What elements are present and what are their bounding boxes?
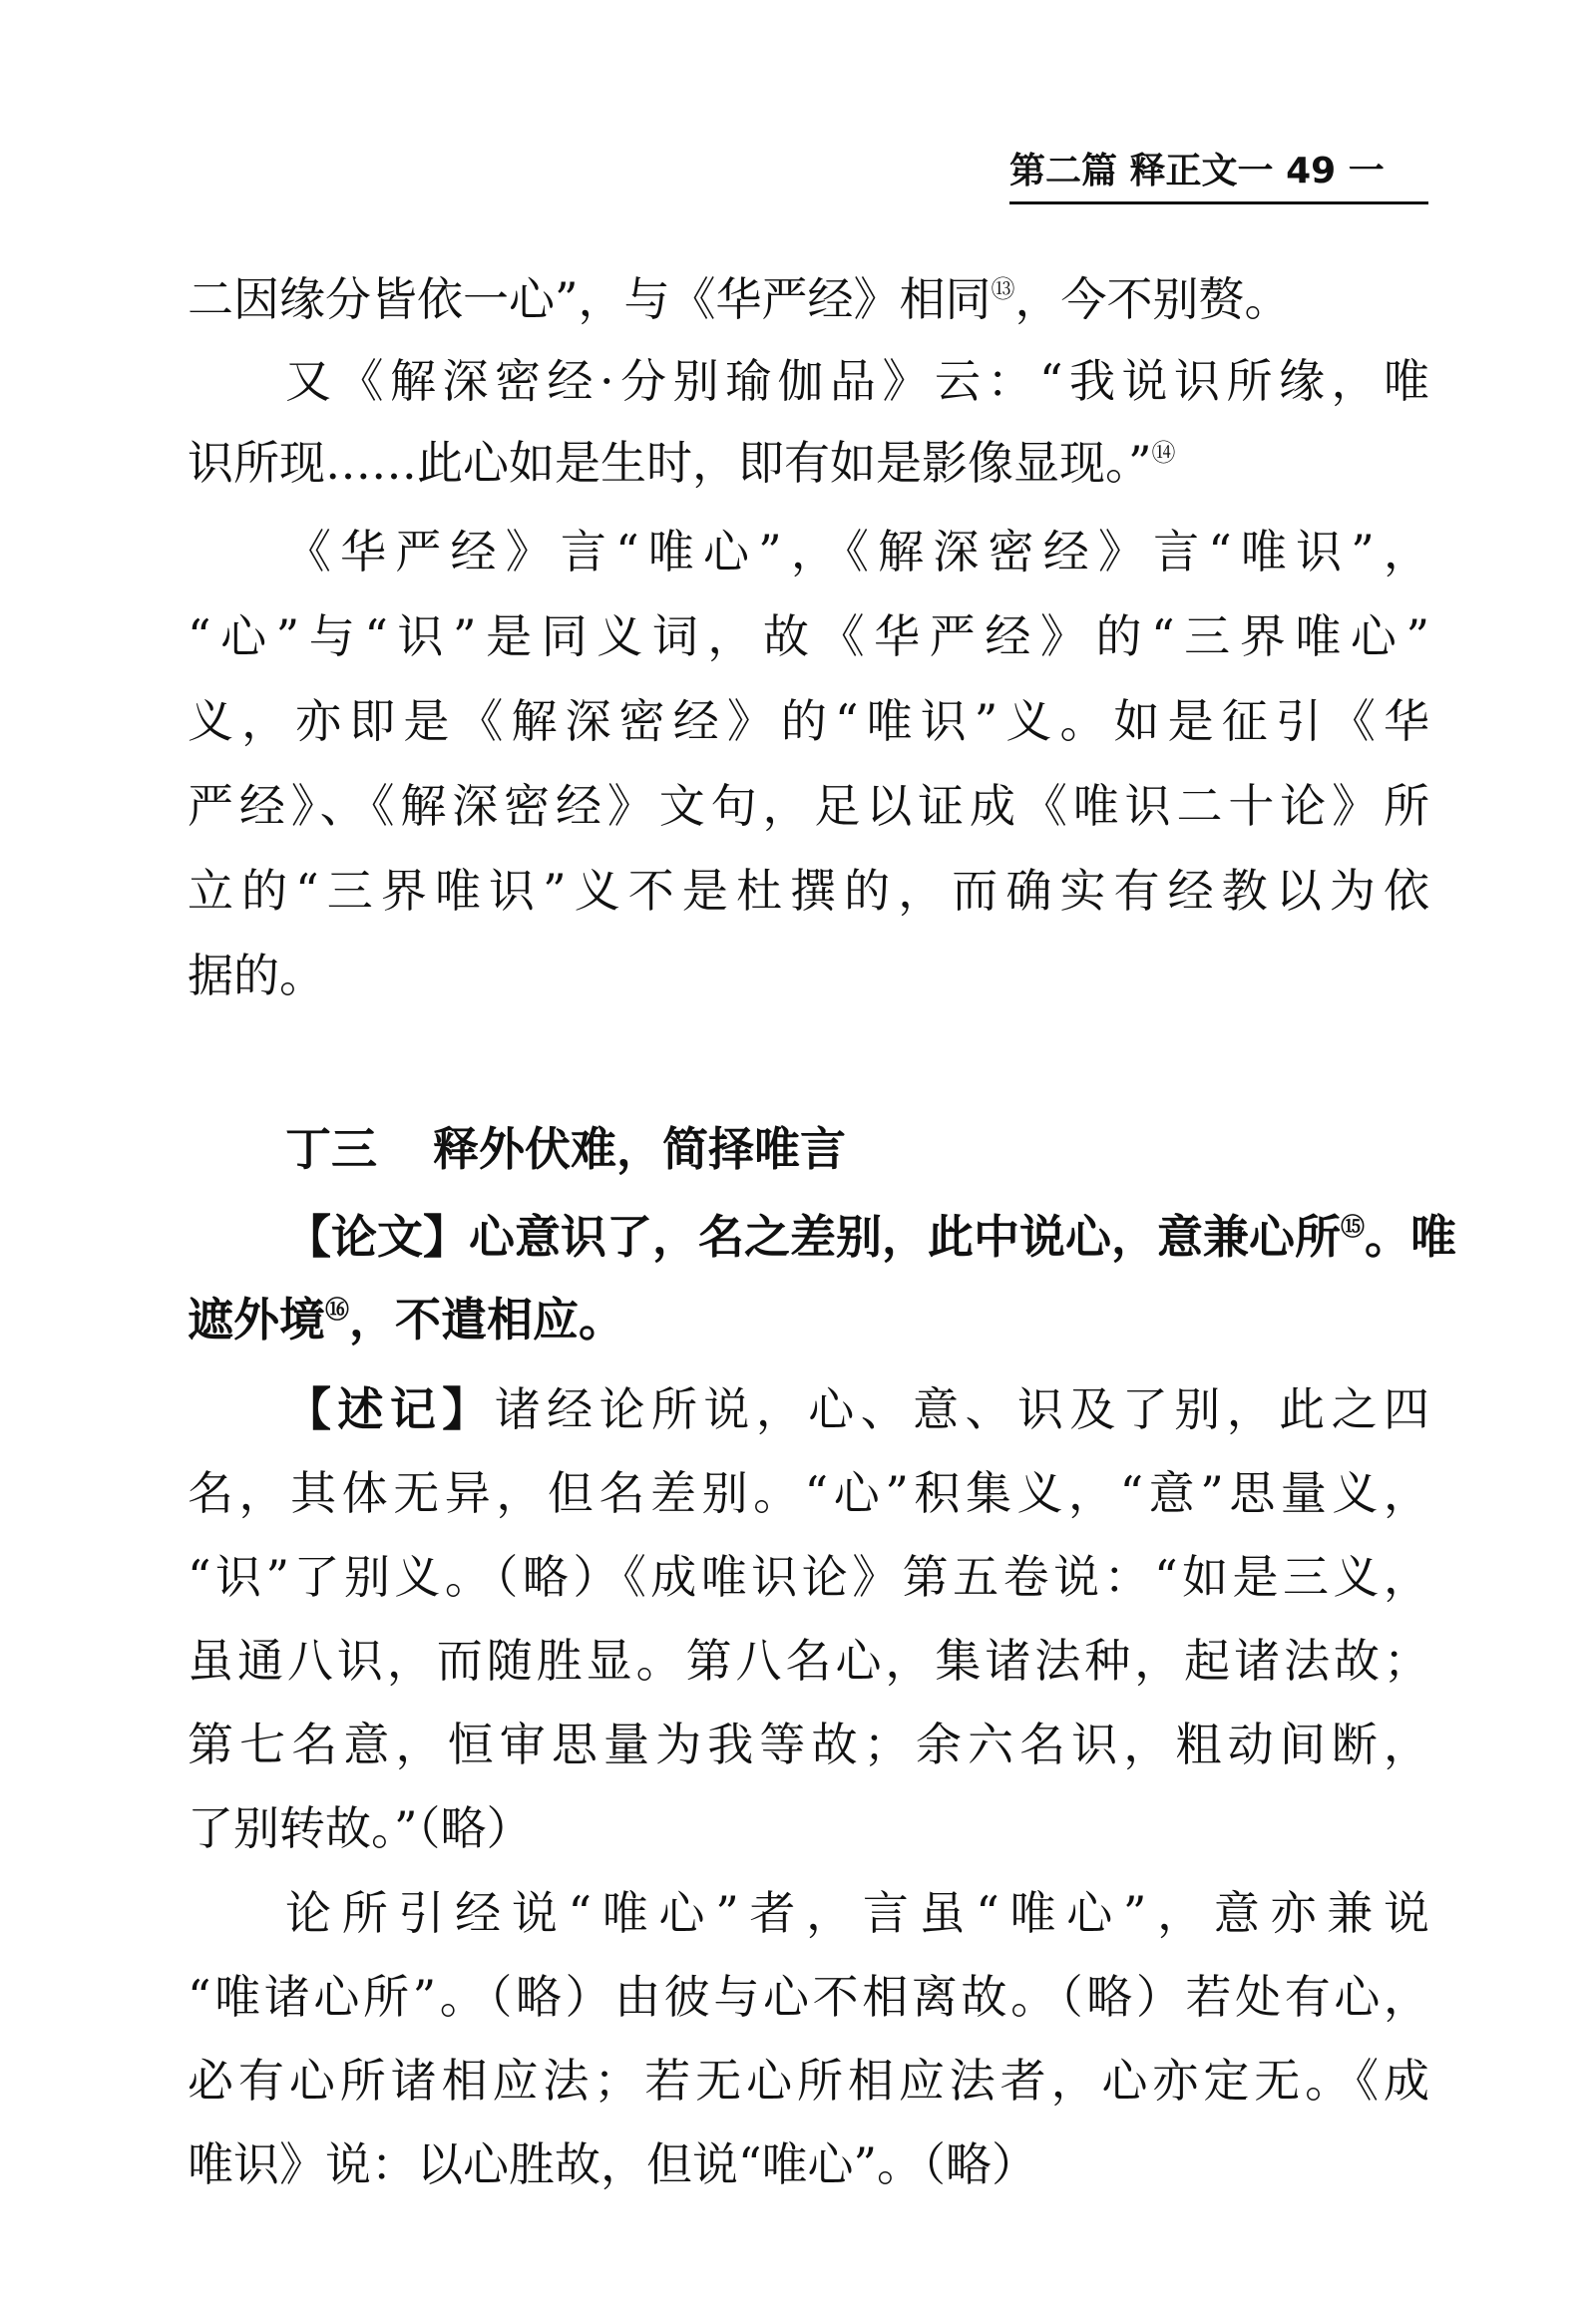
text-segment: ，不遣相应。 — [349, 1293, 624, 1347]
text-line: “唯诸心所”。（略）由彼与心不相离故。（略）若处有心， — [188, 1970, 1429, 2024]
text-line: 必有心所诸相应法；若无心所相应法者，心亦定无。《成 — [188, 2054, 1429, 2108]
label-tag: 【论文】 — [285, 1210, 469, 1264]
text-line: 名，其体无异，但名差别。“心”积集义，“意”思量义， — [188, 1466, 1429, 1520]
text-line: 《华严经》言“唯心”，《解深密经》言“唯识”， — [285, 525, 1429, 578]
section-number: 丁三 — [285, 1122, 377, 1176]
text-line: “心”与“识”是同义词，故《华严经》的“三界唯心” — [188, 609, 1429, 663]
footnote-marker: ⑬ — [991, 275, 1015, 303]
text-line: 唯识》说：以心胜故，但说“唯心”。（略） — [188, 2137, 1038, 2191]
text-line — [285, 1379, 1429, 1439]
footnote-marker: ⑮ — [1341, 1213, 1365, 1241]
text-line: “识”了别义。（略）《成唯识论》第五卷说：“如是三义， — [188, 1550, 1429, 1604]
text-line: 第七名意，恒审思量为我等故；余六名识，粗动间断， — [188, 1718, 1429, 1771]
text-segment: 心意识了，名之差别，此中说心，意兼心所 — [469, 1210, 1341, 1264]
text-line: 立的“三界唯识”义不是杜撰的，而确实有经教以为依 — [188, 864, 1429, 918]
text-line — [188, 433, 1429, 493]
section-title: 释外伏难，简择唯言 — [433, 1122, 846, 1176]
text-segment: ，今不别赘。 — [1014, 272, 1291, 326]
text-line — [188, 269, 1429, 329]
text-segment: 遮外境 — [188, 1293, 325, 1347]
text-line: 又《解深密经·分别瑜伽品》云：“我说识所缘，唯 — [285, 354, 1429, 408]
text-line: 论所引经说“唯心”者，言虽“唯心”，意亦兼说 — [285, 1886, 1429, 1940]
text-segment: 。唯 — [1365, 1210, 1456, 1264]
label-tag: 【述记】 — [285, 1382, 495, 1436]
section-heading — [285, 1119, 846, 1179]
footnote-marker: ⑭ — [1151, 439, 1176, 467]
text-segment: 诸经论所说，心、意、识及了别，此之四 — [494, 1382, 1430, 1436]
text-segment: 二因缘分皆依一心”，与《华严经》相同 — [188, 272, 992, 326]
text-line: 了别转故。”（略） — [188, 1801, 533, 1855]
text-line — [285, 1207, 1456, 1267]
running-header: 第二篇 释正文一 49 一 — [1009, 151, 1385, 192]
text-line — [188, 1290, 1429, 1349]
text-line: 严经》、《解深密经》文句，足以证成《唯识二十论》所 — [188, 779, 1429, 833]
header-rule — [1009, 201, 1428, 204]
text-line: 虽通八识，而随胜显。第八名心，集诸法种，起诸法故； — [188, 1634, 1429, 1688]
footnote-marker: ⑯ — [325, 1296, 349, 1324]
text-segment: 识所现……此心如是生时，即有如是影像显现。” — [188, 436, 1152, 490]
text-line: 据的。 — [188, 949, 325, 1002]
text-line: 义，亦即是《解深密经》的“唯识”义。如是征引《华 — [188, 694, 1429, 748]
